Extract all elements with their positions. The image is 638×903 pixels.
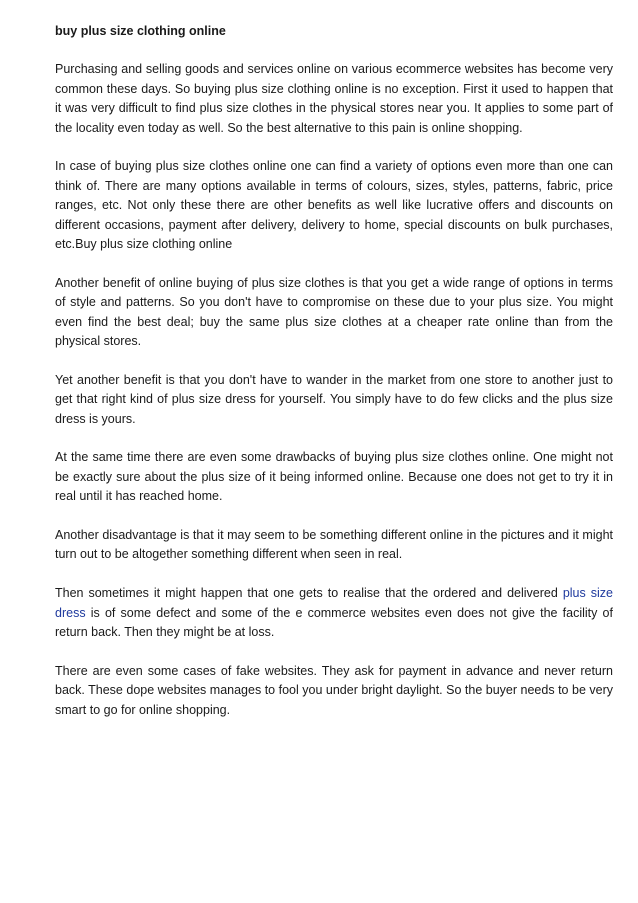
paragraph-3: Another benefit of online buying of plus size clothes is that you get a wide range of options in terms of style and patterns. So you don't have to compromise on these due to your plus size. You might even find the best deal; buy the same plus size clothes at a cheaper rate online than from the physical stores. [55, 275, 613, 349]
paragraph-1: Purchasing and selling goods and services online on various ecommerce websites has become very common these days. So buying plus size clothing online is no exception. First it used to happen that it was very difficult to find plus size clothes in the physical stores near you. It applies to some part of the locality even today as well. So the best alternative to this pain is online shopping. [55, 62, 613, 135]
document-title: buy plus size clothing online [55, 24, 226, 38]
paragraph-5: At the same time there are even some drawbacks of buying plus size clothes online. One might not be exactly sure about the plus size of it being informed online. Because one does not get to try it in real until it has reached home. [55, 450, 613, 504]
plus-size-dress-link[interactable]: plus size dress [55, 586, 613, 620]
document-page [55, 22, 613, 740]
paragraph-7-text-before: Then sometimes it might happen that one gets to realise that the ordered and delivered [55, 586, 563, 601]
paragraph-6: Another disadvantage is that it may seem to be something different online in the pictures and it might turn out to be altogether something different when seen in real. [55, 528, 613, 562]
paragraph-4: Yet another benefit is that you don't have to wander in the market from one store to another just to get that right kind of plus size dress for yourself. You simply have to do few clicks and the plus size dress is yours. [55, 372, 613, 426]
paragraph-7-text-after: is of some defect and some of the e commerce websites even does not give the facility of return back. Then they might be at loss. [55, 605, 613, 640]
paragraph-2: In case of buying plus size clothes online one can find a variety of options even more than one can think of. There are many options available in terms of colours, sizes, styles, patterns, fabric, price ranges, etc. Not only these there are other benefits as well like lucrative offers and discounts on different occasions, payment after delivery, delivery to home, special discounts on bulk purchases, etc.Buy plus size clothing online [55, 159, 613, 252]
paragraph-8: There are even some cases of fake websites. They ask for payment in advance and never return back. These dope websites manages to fool you under bright daylight. So the buyer needs to be very smart to go for online shopping. [55, 663, 613, 717]
paragraph-7 [55, 584, 613, 642]
